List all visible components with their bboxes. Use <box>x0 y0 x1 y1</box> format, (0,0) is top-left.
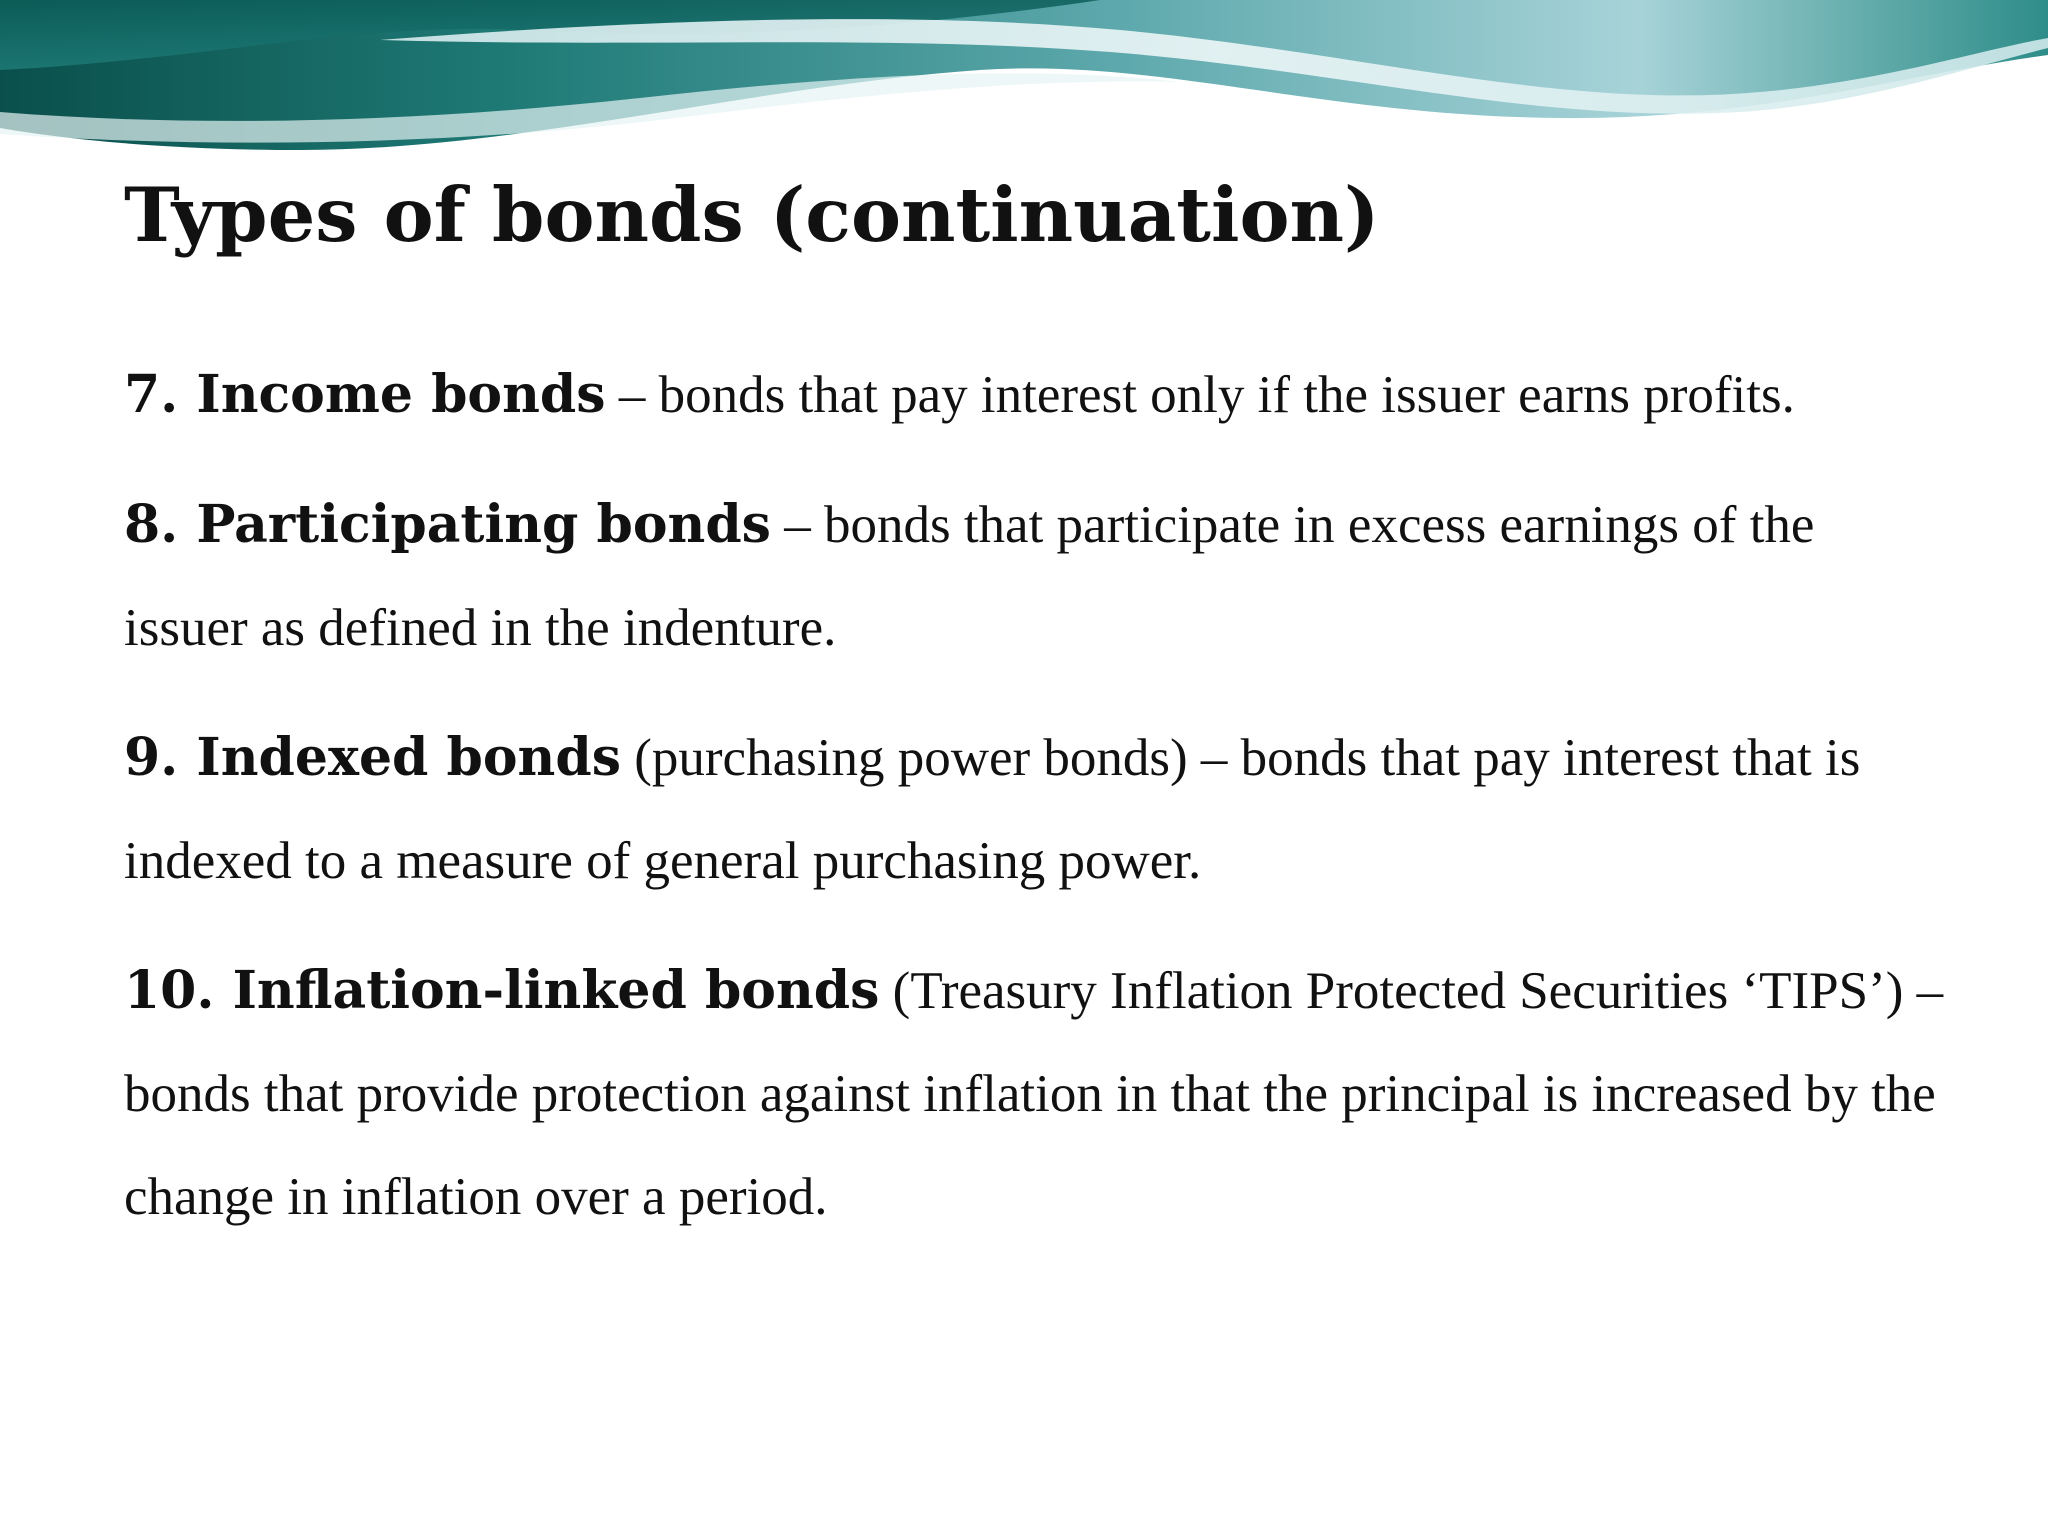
slide-title: Types of bonds (continuation) <box>124 171 1380 259</box>
bond-type-term: 7. Income bonds <box>124 364 606 425</box>
bond-type-term: 9. Indexed bonds <box>124 727 621 788</box>
bond-type-description: (Treasury Inflation Protected Securities ‘TIPS’) – bonds that provide protection against inflation in that the principal is increased by the change in inflation over a period. <box>124 962 1944 1226</box>
bond-type-list <box>124 343 1944 1275</box>
decorative-wave-banner <box>0 0 2048 170</box>
bond-type-description: (purchasing power bonds) – bonds that pay interest that is indexed to a measure of general purchasing power. <box>124 729 1861 890</box>
bond-type-term: 8. Participating bonds <box>124 494 771 555</box>
list-item <box>124 473 1944 680</box>
list-item <box>124 343 1944 447</box>
list-item <box>124 706 1944 913</box>
bond-type-term: 10. Inflation-linked bonds <box>124 960 880 1021</box>
list-item <box>124 939 1944 1249</box>
bond-type-description: – bonds that pay interest only if the issuer earns profits. <box>605 366 1795 424</box>
bond-type-description: – bonds that participate in excess earnings of the issuer as defined in the indenture. <box>124 496 1815 657</box>
